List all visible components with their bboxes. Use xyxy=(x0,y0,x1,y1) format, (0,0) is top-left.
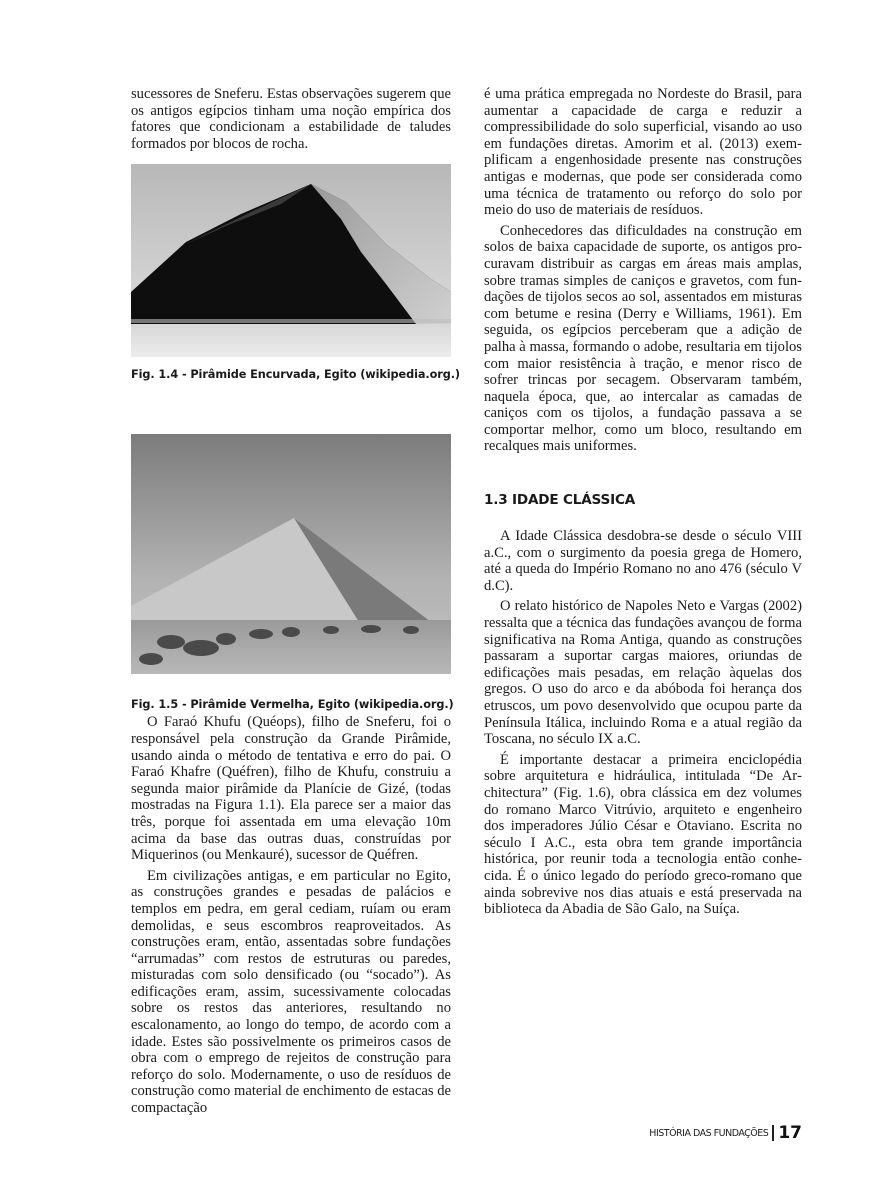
red-pyramid-image xyxy=(131,434,451,674)
left-column xyxy=(131,86,460,1117)
figure-bent-pyramid-photo xyxy=(131,164,451,357)
paragraph-northeast-brazil: é uma prática empregada no Nordeste do Brasil, para aumentar a capacidade de carga e reduzir a compressibilidade do solo superficial, visando ao uso em fundações diretas. Amorim et al. (2013) exemplificam a engenhosidade presente nas construções antigas e modernas, que pode ser considerada como uma técnica de tratamento ou reforço do solo por meio do uso de materiais de resíduos. xyxy=(484,86,802,219)
paragraph-classical-age: A Idade Clássica desdobra-se desde o século VIII a.C., com o surgimento da poesia grega de Homero, até a queda do Império Romano no ano 476 (século V d.C). xyxy=(484,528,802,594)
running-head: HISTÓRIA DAS FUNDAÇÕES xyxy=(649,1127,769,1139)
paragraph-encyclopedia: É importante destacar a primeira enciclopédia sobre arquitetura e hidráulica, intitulada “De Architectura” (Fig. 1.6), obra clássica em dez volumes do romano Marco Vitrúvio, arquiteto e engenheiro dos imperadores Júlio César e Otaviano. Escrita no século I A.C., esta obra tem grande importância histórica, por reunir toda a tecnologia então conhecida. É o único legado do período greco-romano que ainda sobrevive nos dias atuais e está preservada na biblioteca da Abadia de São Galo, na Suíça. xyxy=(484,751,802,918)
intro-paragraph: sucessores de Sneferu. Estas observações sugerem que os antigos egípcios tinham uma noção empírica dos fatores que condicionam a estabilidade de taludes formados por blocos de rocha. xyxy=(131,86,451,152)
paragraph-historical-account: O relato histórico de Napoles Neto e Vargas (2002) ressalta que a técnica das fundações avançou de forma significativa na Roma Antiga, quando as construções passaram a suportar cargas maiores, oriundas de edificações mais pesadas, em relação àquelas dos gregos. O uso do arco e da abóboda foi herança dos etruscos, um povo desenvolvido que ocupou parte da Península Itálica, incluindo Roma e a atual região da Toscana, no século IX a.C. xyxy=(484,598,802,748)
bent-pyramid-image xyxy=(131,164,451,357)
page-footer xyxy=(630,1122,802,1144)
paragraph-ancient-civilizations: Em civilizações antigas, e em particular no Egito, as construções grandes e pesadas de palácios e templos em pedra, em geral cediam, ruíam ou eram demolidas, e seus escombros reaproveitados. As construções eram, então, assentadas sobre fundações “arrumadas” com restos de estruturas ou paredes, misturadas com solo densificado (ou “socado”). As edificações eram, assim, sucessivamente colocadas sobre os restos das anteriores, resultando no escalonamento, ao longo do tempo, de acordo com a idade. Estes são possivelmente os primeiros casos de obra com o emprego de rejeitos de construção para reforço do solo. Modernamente, o uso de resíduos de construção como material de enchimento de estacas de compactação xyxy=(131,867,451,1117)
right-column xyxy=(484,86,802,918)
figure-1-4-caption: Fig. 1.4 - Pirâmide Encurvada, Egito (wikipedia.org.) xyxy=(131,368,460,382)
figure-red-pyramid-photo xyxy=(131,434,451,674)
page-number: 17 xyxy=(778,1123,802,1143)
paragraph-knowledgeable-ancients: Conhecedores das dificuldades na construção em solos de baixa capacidade de suporte, os antigos procuravam distribuir as cargas em áreas mais amplas, sobre tramas simples de caniços e gravetos, com fundações de tijolos secos ao sol, assentados em misturas com betume e resina (Derry e Williams, 1961). Em seguida, os egípcios perceberam que a adição de palha à massa, formando o adobe, resultaria em tijolos com maior resistência à tração, e menor risco de sofrer trincas por secagem. Observaram também, naquela época, que, ao intercalar as camadas de caniços com os tijolos, a fundação passava a se comportar melhor, como um bloco, resultando em recalques mais uniformes. xyxy=(484,222,802,455)
figure-1-5-caption: Fig. 1.5 - Pirâmide Vermelha, Egito (wikipedia.org.) xyxy=(131,698,454,712)
paragraph-khufu: O Faraó Khufu (Quéops), filho de Sneferu, foi o responsável pela construção da Grande Pirâmide, usando ainda o método de tentativa e erro do pai. O Faraó Khafre (Quéfren), filho de Khufu, construiu a segunda maior pirâmide da Planície de Gizé, (todas mostradas na Figura 1.1). Ela parece ser a maior das três, porque foi assentada em uma elevação 10m acima da base das outras duas, construídas por Miquerinos (ou Menkauré), sucessor de Quéfren. xyxy=(131,714,451,864)
footer-divider xyxy=(772,1125,774,1141)
section-heading: 1.3 IDADE CLÁSSICA xyxy=(484,492,636,509)
